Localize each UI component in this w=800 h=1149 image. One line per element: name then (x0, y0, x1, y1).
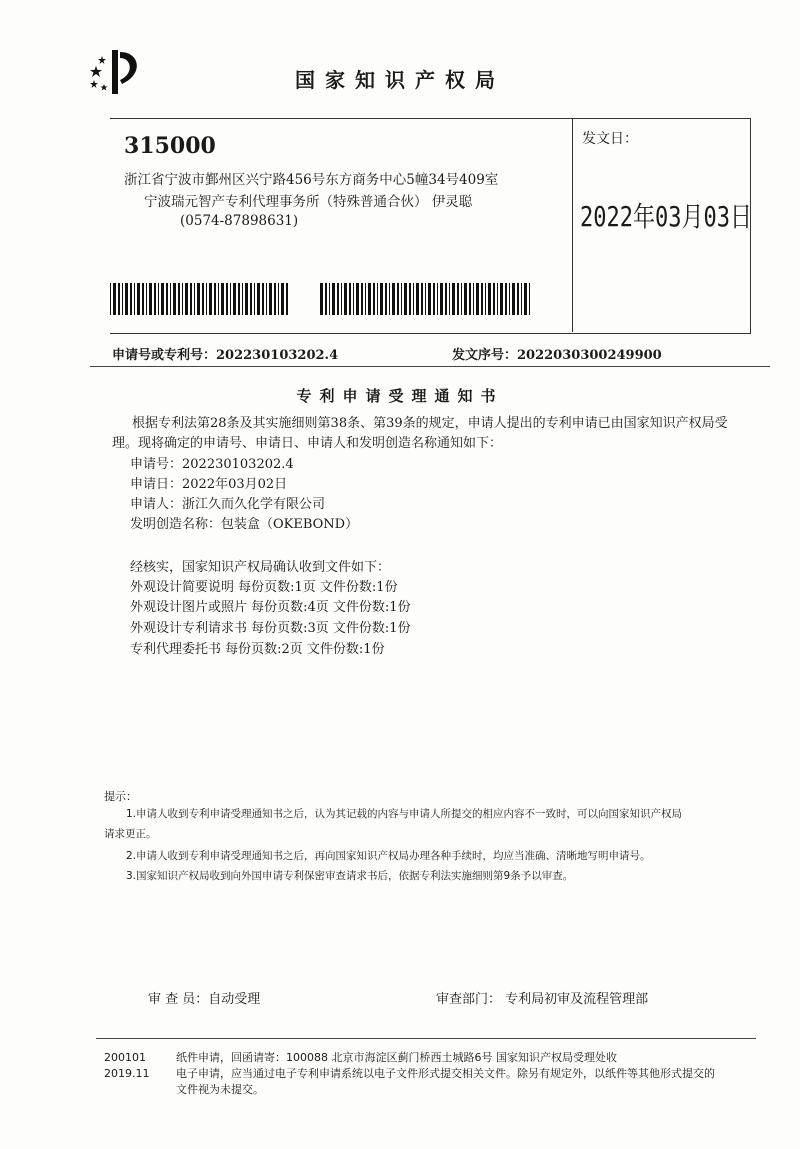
barcode-bar (476, 283, 479, 315)
barcode-bar (488, 283, 491, 315)
barcode-bar (452, 283, 455, 315)
footer-line-1: 纸件申请，回函请寄：100088 北京市海淀区蓟门桥西土城路6号 国家知识产权局受理处收 (176, 1051, 617, 1064)
barcode-bar (269, 283, 272, 315)
barcode-bar (361, 283, 363, 315)
barcode-bar (425, 283, 426, 315)
barcode-bar (122, 283, 123, 315)
barcode-bar (233, 283, 236, 315)
barcode-bar (428, 283, 431, 315)
barcode-bar (185, 283, 188, 315)
footer-code-1: 200101 (104, 1051, 146, 1064)
dispatch-date: 2022年03月03日 (580, 202, 752, 234)
tip-item: 3.国家知识产权局收到向外国申请专利保密审查请求书后，依据专利法实施细则第9条予以审查。 (126, 870, 574, 882)
barcode-bar (190, 283, 192, 315)
barcode-bar (440, 283, 443, 315)
barcode-bar (485, 283, 486, 315)
barcode-bar (142, 283, 144, 315)
barcode-bar (365, 283, 366, 315)
barcode-bar (149, 283, 152, 315)
barcode-bar (464, 283, 467, 315)
barcode-bar (226, 283, 228, 315)
barcode-bar (125, 283, 128, 315)
barcode-bar (433, 283, 435, 315)
barcode-bar (118, 283, 120, 315)
barcode-bar (392, 283, 395, 315)
recipient-address: 浙江省宁波市鄞州区兴宁路456号东方商务中心5幢34号409室 (124, 172, 499, 188)
barcode-bar (373, 283, 375, 315)
divider-line (90, 366, 770, 367)
barcode-bar (512, 283, 515, 315)
document-item: 外观设计图片或照片 每份页数:4页 文件份数:1份 (130, 600, 411, 615)
barcode-bar (250, 283, 252, 315)
footer-line-3: 文件视为未提交。 (176, 1083, 264, 1096)
barcode-bar (500, 283, 503, 315)
dispatch-serial: 发文序号：2022030300249900 (452, 348, 662, 363)
barcode-bar (266, 283, 267, 315)
barcode-bar (517, 283, 519, 315)
barcode-bar (529, 283, 530, 315)
field-design-name: 发明创造名称：包装盒（OKEBOND） (130, 517, 359, 532)
recipient-phone: (0574-87898631) (180, 213, 299, 229)
barcode-bar (349, 283, 351, 315)
tips-heading: 提示： (104, 790, 137, 803)
barcode-bar (461, 283, 462, 315)
barcode-bar (401, 283, 402, 315)
barcode-bar (449, 283, 450, 315)
barcode-bar (524, 283, 527, 315)
barcode-bar (257, 283, 260, 315)
document-item: 外观设计专利请求书 每份页数:3页 文件份数:1份 (130, 621, 411, 636)
barcode-bar (497, 283, 498, 315)
barcode-bar (166, 283, 168, 315)
barcode-bar (202, 283, 204, 315)
barcode-bar (197, 283, 200, 315)
barcode-bar (286, 283, 288, 315)
barcode-bar (134, 283, 135, 315)
barcode-bar (221, 283, 224, 315)
barcode-bar (389, 283, 390, 315)
barcode-left (110, 283, 290, 315)
barcode-right (320, 283, 530, 315)
barcode-bar (173, 283, 176, 315)
barcode-bar (493, 283, 495, 315)
barcode-bar (505, 283, 507, 315)
barcode-bar (242, 283, 243, 315)
barcode-bar (209, 283, 212, 315)
barcode-bar (421, 283, 423, 315)
recipient-agency: 宁波瑞元智产专利代理事务所（特殊普通合伙） 伊灵聪 (144, 194, 473, 210)
barcode-bar (325, 283, 327, 315)
field-application-no: 申请号：202230103202.4 (130, 457, 294, 472)
barcode-bar (329, 283, 330, 315)
barcode-bar (377, 283, 378, 315)
field-application-date: 申请日：2022年03月02日 (130, 477, 288, 492)
barcode-bar (274, 283, 276, 315)
field-applicant: 申请人：浙江久而久化学有限公司 (130, 497, 326, 512)
barcode-bar (380, 283, 383, 315)
barcode-bar (368, 283, 371, 315)
barcode-bar (353, 283, 354, 315)
received-intro: 经核实，国家知识产权局确认收到文件如下： (130, 560, 391, 575)
document-item: 专利代理委托书 每份页数:2页 文件份数:1份 (130, 642, 385, 657)
barcode-bar (332, 283, 335, 315)
barcode-bar (278, 283, 279, 315)
barcode-bar (397, 283, 399, 315)
barcode-bar (254, 283, 255, 315)
barcode-bar (182, 283, 183, 315)
barcode-bar (416, 283, 419, 315)
barcode-bar (281, 283, 284, 315)
barcode-bar (509, 283, 510, 315)
barcode-bar (137, 283, 140, 315)
footer-divider (96, 1038, 756, 1039)
barcode-bar (320, 283, 323, 315)
barcode-bar (356, 283, 359, 315)
barcode-bar (437, 283, 438, 315)
examiner: 审 查 员：自动受理 (148, 992, 261, 1007)
barcode-bar (344, 283, 347, 315)
barcode-bar (146, 283, 147, 315)
barcode-bar (110, 283, 111, 315)
barcode-bar (154, 283, 156, 315)
barcode-bar (178, 283, 180, 315)
barcode-bar (218, 283, 219, 315)
barcode-bar (473, 283, 474, 315)
barcode-bar (262, 283, 264, 315)
barcode-bar (341, 283, 342, 315)
document-item: 外观设计简要说明 每份页数:1页 文件份数:1份 (130, 580, 398, 595)
barcode-bar (413, 283, 414, 315)
barcode-bar (206, 283, 207, 315)
barcode-bar (481, 283, 483, 315)
box-divider (572, 118, 573, 332)
barcode-bar (521, 283, 522, 315)
barcode-bar (158, 283, 159, 315)
footer-code-2: 2019.11 (104, 1067, 150, 1080)
barcode-bar (337, 283, 339, 315)
barcode-bar (161, 283, 164, 315)
barcode-bar (245, 283, 248, 315)
organization-title: 国家知识产权局 (295, 68, 505, 92)
barcode-bar (457, 283, 459, 315)
barcode-bar (130, 283, 132, 315)
barcode-bar (238, 283, 240, 315)
barcode-bar (404, 283, 407, 315)
tip-item: 1.申请人收到专利申请受理通知书之后，认为其记载的内容与申请人所提交的相应内容不一致时，可以向国家知识产权局 (126, 808, 683, 820)
barcode-bar (214, 283, 216, 315)
dispatch-date-label: 发文日： (582, 131, 638, 147)
barcode-bar (170, 283, 171, 315)
notice-intro: 根据专利法第28条及其实施细则第38条、第39条的规定，申请人提出的专利申请已由国家知识产权局受理。现将确定的申请号、申请日、申请人和发明创造名称通知如下： (112, 416, 728, 451)
examining-department: 审查部门： 专利局初审及流程管理部 (436, 992, 649, 1007)
application-number: 申请号或专利号：202230103202.4 (112, 348, 339, 363)
barcode-bar (194, 283, 195, 315)
footer-line-2: 电子申请，应当通过电子专利申请系统以电子文件形式提交相关文件。除另有规定外，以纸件等其他形式提交的 (176, 1067, 715, 1080)
postal-code: 315000 (124, 133, 216, 159)
barcode-bar (230, 283, 231, 315)
notice-title: 专利申请受理通知书 (296, 387, 504, 405)
barcode-bar (385, 283, 387, 315)
barcode-bar (469, 283, 471, 315)
tip-item: 2.申请人收到专利申请受理通知书之后，再向国家知识产权局办理各种手续时，均应当准确、清晰地写明申请号。 (126, 850, 651, 862)
barcode-bar (409, 283, 411, 315)
tip-item: 请求更正。 (104, 828, 157, 840)
barcode-bar (445, 283, 447, 315)
barcode-bar (113, 283, 116, 315)
